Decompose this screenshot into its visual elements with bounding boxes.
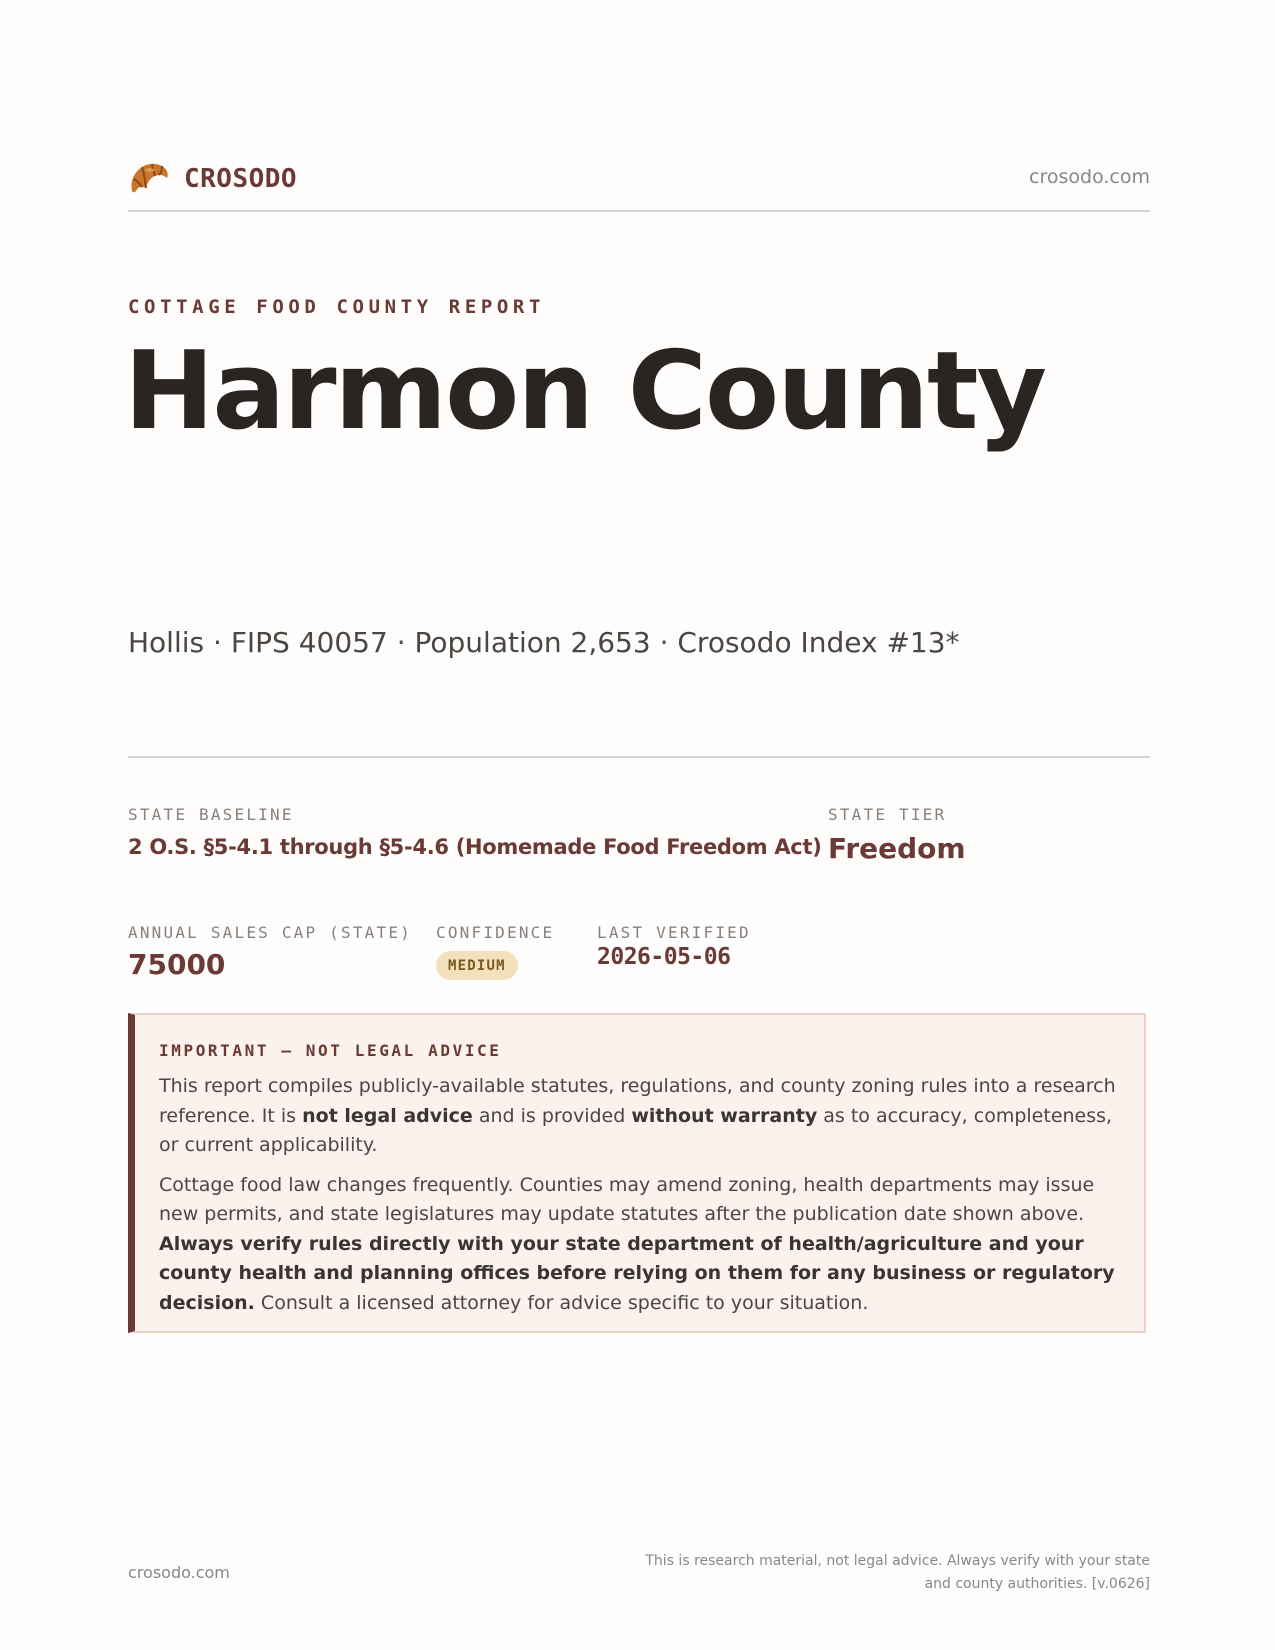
footer-disclaimer-line-2: and county authorities. [v.0626] — [924, 1576, 1150, 1592]
croissant-icon — [128, 160, 170, 198]
last-verified-label: LAST VERIFIED — [597, 923, 751, 942]
notice-text: Cottage food law changes frequently. Counties may amend zoning, health departments may issue new permits, and state legislatures may update statutes after the publication date shown above. — [159, 1173, 1095, 1225]
notice-emphasis: Always verify rules directly with your state department of health/agriculture and your county health and planning offices before relying on them for any business or regulatory decision. — [159, 1232, 1115, 1314]
footer-disclaimer — [630, 1550, 1150, 1596]
notice-title: IMPORTANT — NOT LEGAL ADVICE — [159, 1041, 502, 1060]
page-header — [128, 156, 1150, 212]
notice-text: Consult a licensed attorney for advice specific to your situation. — [254, 1291, 869, 1314]
page-title: Harmon County — [124, 329, 1046, 454]
state-baseline-value: 2 O.S. §5-4.1 through §5-4.6 (Homemade Food Freedom Act) — [128, 835, 822, 859]
sales-cap-label: ANNUAL SALES CAP (STATE) — [128, 923, 412, 942]
county-summary: Hollis · FIPS 40057 · Population 2,653 · Crosodo Index #13* — [128, 626, 960, 659]
state-baseline-label: STATE BASELINE — [128, 805, 294, 824]
notice-emphasis: not legal advice — [302, 1104, 473, 1127]
header-url[interactable]: crosodo.com — [1029, 166, 1150, 188]
sales-cap-value: 75000 — [128, 948, 226, 981]
footer-url[interactable]: crosodo.com — [128, 1563, 230, 1582]
footer-disclaimer-line-1: This is research material, not legal advice. Always verify with your state — [645, 1553, 1150, 1569]
notice-text: This report compiles publicly-available statutes, regulations, and county zoning rules into a research reference. It is — [159, 1075, 1116, 1127]
notice-paragraph-1 — [159, 1072, 1118, 1161]
state-tier-label: STATE TIER — [828, 805, 947, 824]
notice-emphasis: without warranty — [631, 1104, 818, 1127]
confidence-badge: MEDIUM — [436, 951, 518, 980]
notice-paragraph-2 — [159, 1171, 1118, 1319]
brand-name: CROSODO — [184, 164, 298, 194]
notice-text: and is provided — [472, 1104, 632, 1127]
legal-notice — [128, 1013, 1146, 1333]
report-eyebrow: COTTAGE FOOD COUNTY REPORT — [128, 296, 546, 318]
report-page — [124, 0, 1150, 1650]
notice-text: as to accuracy, completeness, or current applicability. — [159, 1104, 1113, 1156]
last-verified-value: 2026-05-06 — [597, 944, 731, 970]
state-tier-value: Freedom — [828, 832, 966, 865]
section-divider — [128, 756, 1150, 758]
brand[interactable] — [128, 160, 297, 198]
confidence-label: CONFIDENCE — [436, 923, 555, 942]
